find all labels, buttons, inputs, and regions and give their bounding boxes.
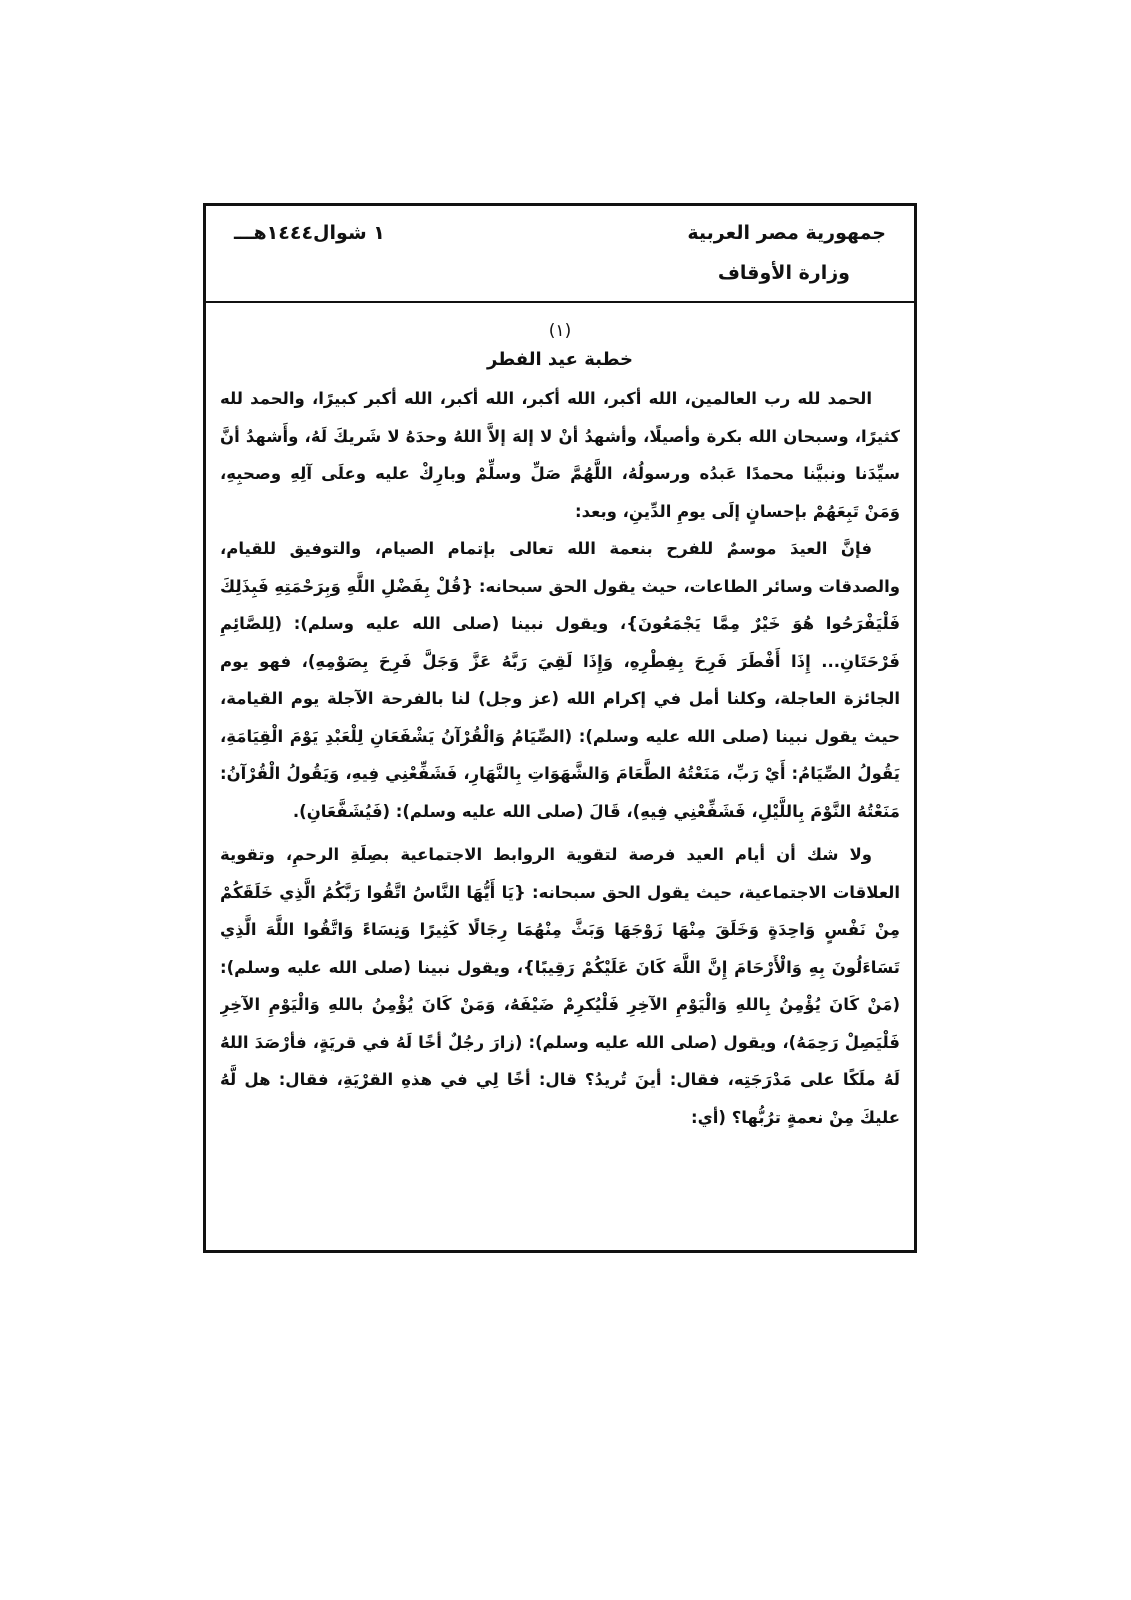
document-frame bbox=[203, 203, 917, 1253]
sermon-number: (١) bbox=[548, 321, 572, 341]
sermon-title: خطبة عيد الفطر bbox=[487, 349, 633, 370]
paragraph-eid-joy: فإنَّ العيدَ موسمٌ للفرح بنعمة الله تعالى بإتمام الصيام، والتوفيق للقيام، والصدقات وسائر الطاعات، حيث يقول الحق سبحانه: {قُلْ بِفَضْلِ اللَّهِ وَبِرَحْمَتِهِ فَبِذَلِكَ فَلْيَفْرَحُوا هُوَ خَيْرٌ مِمَّا يَجْمَعُونَ}، ويقول نبينا (صلى الله عليه وسلم): (لِلصَّائِمِ فَرْحَتَانِ... إِذَا أَفْطَرَ فَرِحَ بِفِطْرِهِ، وَإِذَا لَقِيَ رَبَّهُ عَزَّ وَجَلَّ فَرِحَ بِصَوْمِهِ)، فهو يوم الجائزة العاجلة، وكلنا أمل في إكرام الله (عز وجل) لنا بالفرحة الآجلة يوم القيامة، حيث يقول نبينا (صلى الله عليه وسلم): (الصِّيَامُ وَالْقُرْآنُ يَشْفَعَانِ لِلْعَبْدِ يَوْمَ الْقِيَامَةِ، يَقُولُ الصِّيَامُ: أَيْ رَبِّ، مَنَعْتُهُ الطَّعَامَ وَالشَّهَوَاتِ بِالنَّهَارِ، فَشَفِّعْنِي فِيهِ، وَيَقُولُ الْقُرْآنُ: مَنَعْتُهُ النَّوْمَ بِاللَّيْلِ، فَشَفِّعْنِي فِيهِ)، قَالَ (صلى الله عليه وسلم): (فَيُشَفَّعَانِ). bbox=[220, 539, 900, 821]
sermon-body bbox=[220, 310, 900, 1240]
paragraph-kinship: ولا شك أن أيام العيد فرصة لتقوية الروابط الاجتماعية بصِلَةِ الرحمِ، وتقوية العلاقات الاجتماعية، حيث يقول الحق سبحانه: {يَا أَيُّهَا النَّاسُ اتَّقُوا رَبَّكُمُ الَّذِي خَلَقَكُمْ مِنْ نَفْسٍ وَاحِدَةٍ وَخَلَقَ مِنْهَا زَوْجَهَا وَبَثَّ مِنْهُمَا رِجَالًا كَثِيرًا وَنِسَاءً وَاتَّقُوا اللَّهَ الَّذِي تَسَاءَلُونَ بِهِ وَالْأَرْحَامَ إِنَّ اللَّهَ كَانَ عَلَيْكُمْ رَقِيبًا}، ويقول نبينا (صلى الله عليه وسلم): (مَنْ كَانَ يُؤْمِنُ بِاللهِ وَالْيَوْمِ الآخِرِ فَلْيُكرِمْ ضَيْفَهُ، وَمَنْ كَانَ يُؤْمِنُ باللهِ وَالْيَوْمِ الآخِرِ فَلْيَصِلْ رَحِمَهُ)، ويقول (صلى الله عليه وسلم): (زارَ رجُلٌ أخًا لَهُ في قريَةٍ، فأرْصَدَ اللهُ لَهُ ملَكًا على مَدْرَجَتِه، فقال: أينَ تُريدُ؟ قال: أخًا لِي في هذهِ القرْيَةِ، فقال: هل لَّهُ عليكَ مِنْ نعمةٍ ترُبُّها؟ (أي: bbox=[220, 845, 900, 1127]
document-header bbox=[206, 206, 914, 303]
ministry-name: وزارة الأوقاف bbox=[717, 262, 850, 284]
paragraph-opening: الحمد لله رب العالمين، الله أكبر، الله أكبر، الله أكبر، الله أكبر كبيرًا، والحمد لله كثيرًا، وسبحان الله بكرة وأصيلًا، وأشهدُ أنْ لا إلهَ إلاَّ اللهُ وحدَهُ لا شَريكَ لَهُ، وأَشهدُ أنَّ سيِّدَنا ونبيَّنا محمدًا عَبدُه ورسولُهُ، اللَّهُمَّ صَلِّ وسلِّمْ وبارِكْ عليه وعلَى آلِهِ وصحبِهِ، وَمَنْ تَبِعَهُمْ بإحسانٍ إلَى يومِ الدِّينِ، وبعد: bbox=[220, 389, 900, 521]
country-name: جمهورية مصر العربية bbox=[687, 222, 886, 244]
hijri-date: ١ شوال١٤٤٤هـــ bbox=[234, 222, 385, 244]
